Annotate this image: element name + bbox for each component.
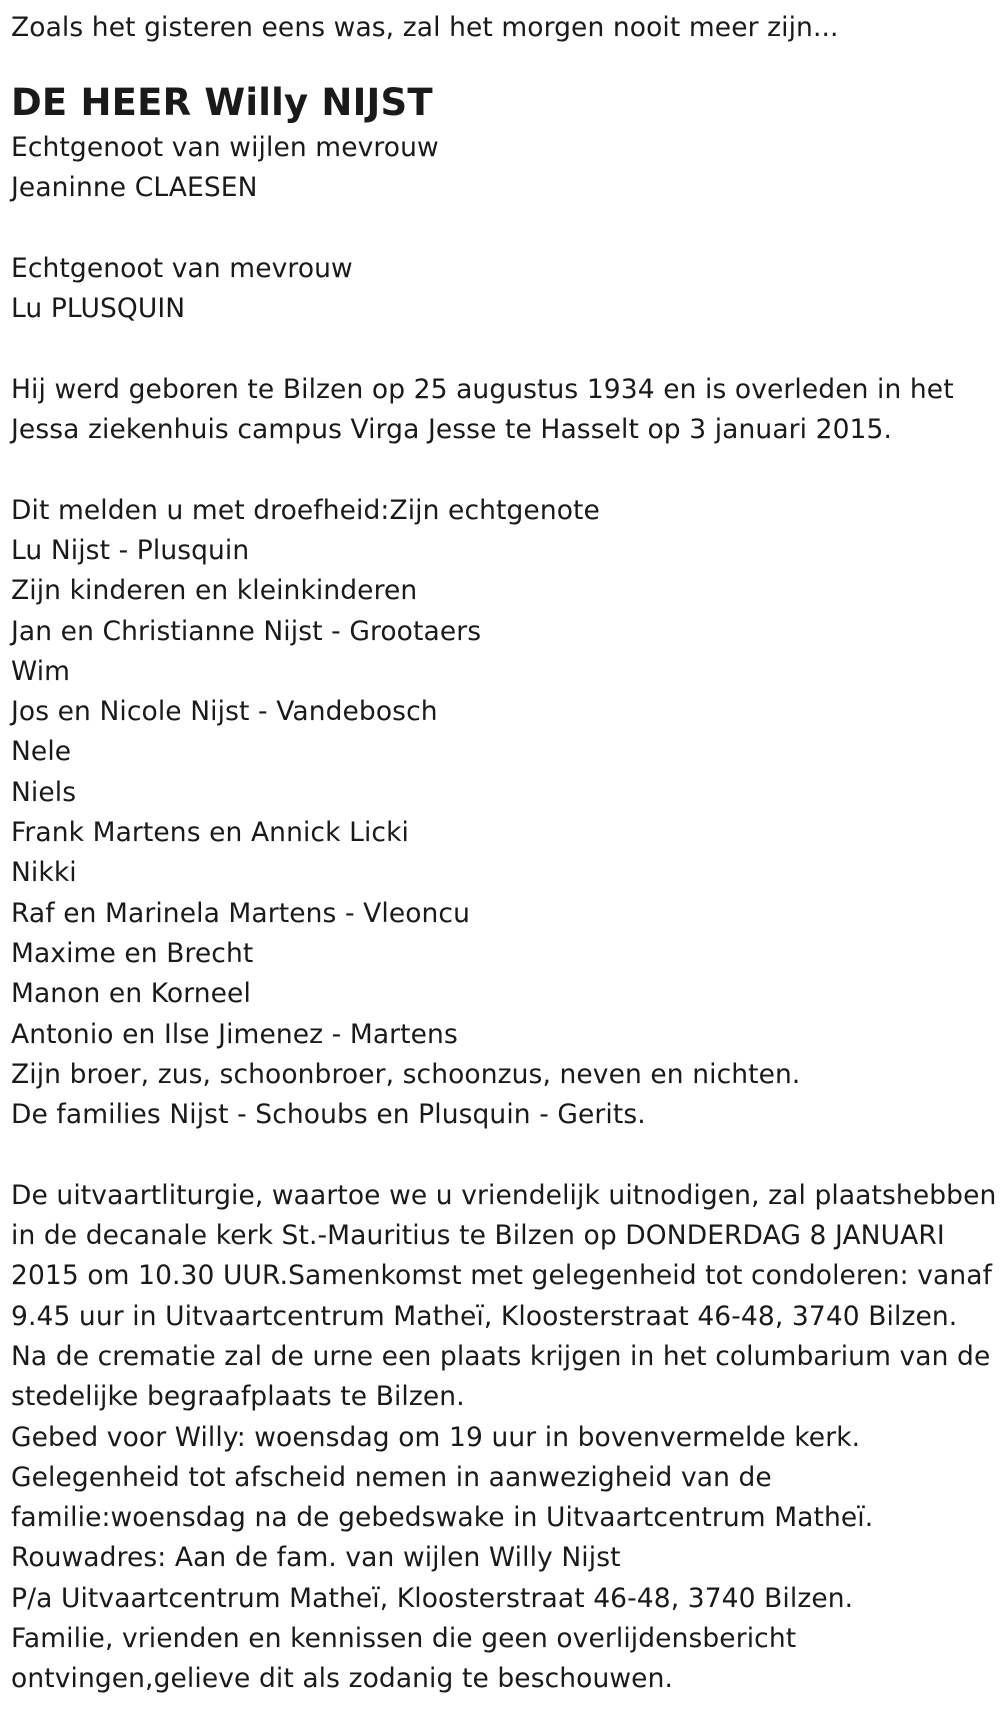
family-line: Maxime en Brecht: [11, 937, 254, 969]
family-line: Nele: [11, 736, 72, 768]
ceremony-line: familie:woensdag na de gebedswake in Uitvaartcentrum Matheï.: [11, 1502, 874, 1534]
family-line: Jan en Christianne Nijst - Grootaers: [11, 615, 482, 647]
family-line: Frank Martens en Annick Licki: [11, 817, 409, 849]
paragraph-gap: [11, 1135, 1000, 1175]
family-line: Zijn kinderen en kleinkinderen: [11, 575, 418, 607]
ceremony-line: P/a Uitvaartcentrum Matheï, Kloosterstraat 46-48, 3740 Bilzen.: [11, 1582, 854, 1614]
ceremony-line: Gebed voor Willy: woensdag om 19 uur in bovenvermelde kerk.: [11, 1421, 861, 1453]
spouse-late-name: Jeaninne CLAESEN: [11, 172, 258, 204]
birth-death-line: Hij werd geboren te Bilzen op 25 augustus 1934 en is overleden in het: [11, 373, 954, 405]
family-line: Wim: [11, 655, 71, 687]
family-line: Lu Nijst - Plusquin: [11, 534, 250, 566]
ceremony-line: stedelijke begraafplaats te Bilzen.: [11, 1381, 465, 1413]
ceremony-line: Gelegenheid tot afscheid nemen in aanwezigheid van de: [11, 1461, 772, 1493]
family-line: Manon en Korneel: [11, 978, 251, 1010]
family-line: Nikki: [11, 857, 77, 889]
paragraph-gap: [11, 209, 1000, 249]
ceremony-line: 2015 om 10.30 UUR.Samenkomst met gelegenheid tot condoleren: vanaf: [11, 1260, 993, 1292]
ceremony-line: De uitvaartliturgie, waartoe we u vriendelijk uitnodigen, zal plaatshebben: [11, 1179, 997, 1211]
spouse-late-line: Echtgenoot van wijlen mevrouw: [11, 132, 439, 163]
paragraph-gap: [11, 450, 1000, 490]
family-line: Dit melden u met droefheid:Zijn echtgenote: [11, 494, 600, 526]
birth-death-line: Jessa ziekenhuis campus Virga Jesse te Hasselt op 3 januari 2015.: [11, 414, 892, 446]
ceremony-line: in de decanale kerk St.-Mauritius te Bilzen op DONDERDAG 8 JANUARI: [11, 1220, 945, 1252]
family-line: De families Nijst - Schoubs en Plusquin - Gerits.: [11, 1099, 646, 1131]
paragraph-gap: [11, 329, 1000, 369]
ceremony-line: Familie, vrienden en kennissen die geen overlijdensbericht: [11, 1622, 797, 1654]
deceased-name-heading: DE HEER Willy NIJST: [11, 81, 433, 124]
ceremony-line: Na de crematie zal de urne een plaats krijgen in het columbarium van de: [11, 1340, 991, 1372]
family-line: Antonio en Ilse Jimenez - Martens: [11, 1018, 458, 1050]
ceremony-line: Rouwadres: Aan de fam. van wijlen Willy Nijst: [11, 1542, 621, 1574]
spouse-line: Echtgenoot van mevrouw: [11, 252, 353, 284]
family-line: Raf en Marinela Martens - Vleoncu: [11, 897, 471, 929]
family-line: Zijn broer, zus, schoonbroer, schoonzus, neven en nichten.: [11, 1058, 801, 1090]
intro-quote: Zoals het gisteren eens was, zal het morgen nooit meer zijn...: [11, 12, 839, 43]
ceremony-line: ontvingen,gelieve dit als zodanig te beschouwen.: [11, 1663, 673, 1695]
spouse-name: Lu PLUSQUIN: [11, 293, 186, 325]
family-line: Niels: [11, 776, 77, 808]
ceremony-line: 9.45 uur in Uitvaartcentrum Matheï, Kloosterstraat 46-48, 3740 Bilzen.: [11, 1300, 958, 1332]
family-line: Jos en Nicole Nijst - Vandebosch: [11, 696, 438, 728]
